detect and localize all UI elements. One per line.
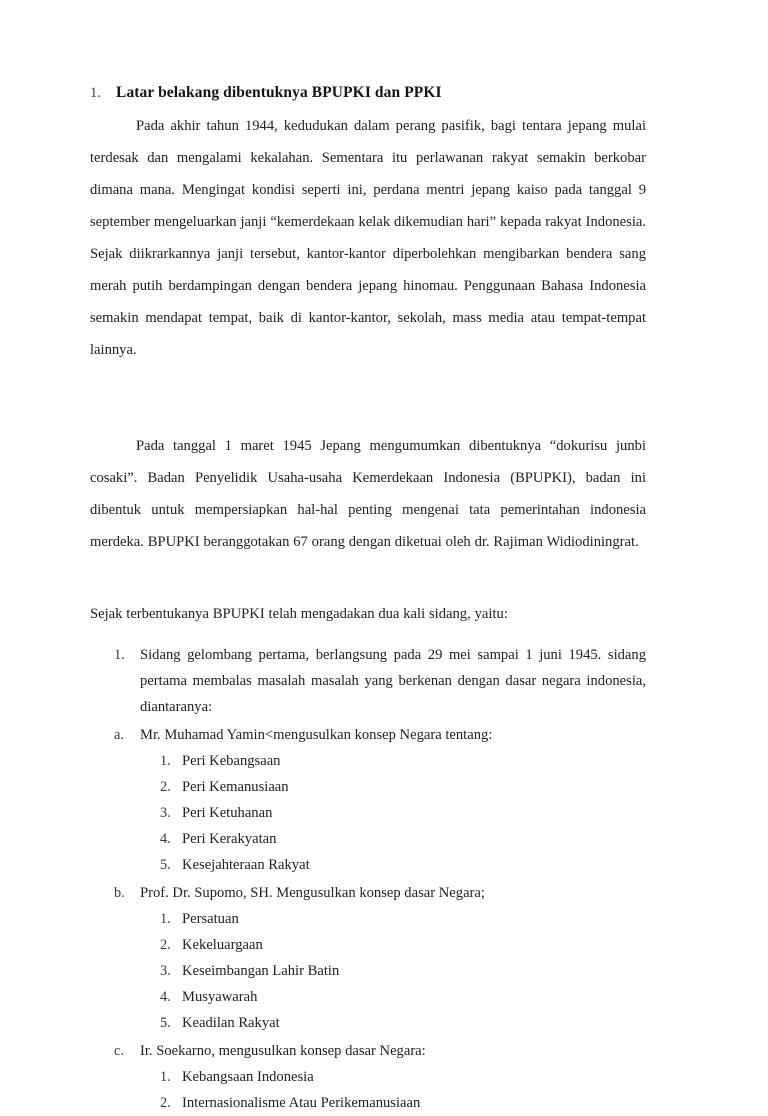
list-item (160, 984, 646, 1010)
speaker-points-a (90, 748, 646, 878)
point-marker: 2. (160, 937, 171, 953)
point-marker: 3. (160, 805, 171, 821)
speaker-block-b (90, 880, 646, 1036)
speaker-marker: b. (114, 885, 125, 901)
section-heading (90, 84, 646, 102)
list-item (160, 826, 646, 852)
point-marker: 3. (160, 963, 171, 979)
list-item (114, 642, 646, 720)
point-marker: 4. (160, 831, 171, 847)
point-text: Keadilan Rakyat (182, 1015, 280, 1031)
list-spacer (90, 630, 646, 642)
paragraph-1: Pada akhir tahun 1944, kedudukan dalam perang pasifik, bagi tentara jepang mulai terdesak dan mengalami kekalahan. Sementara itu perlawanan rakyat semakin berkobar dimana mana. Mengingat kondisi seperti ini, perdana mentri jepang kaiso pada tanggal 9 september mengeluarkan janji “kemerdekaan kelak dikemudian hari” kepada rakyat Indonesia. Sejak diikrarkannya janji tersebut, kantor-kantor diperbolehkan mengibarkan bendera sang merah putih berdampingan dengan bendera jepang hinomau. Penggunaan Bahasa Indonesia semakin mendapat tempat, baik di kantor-kantor, sekolah, mass media atau tempat-tempat lainnya. (90, 118, 646, 358)
list-item (160, 1064, 646, 1090)
point-text: Internasionalisme Atau Perikemanusiaan (182, 1095, 421, 1111)
point-text: Peri Ketuhanan (182, 805, 273, 821)
speaker-block-a (90, 722, 646, 878)
point-marker: 1. (160, 753, 171, 769)
paragraph-2: Pada tanggal 1 maret 1945 Jepang mengumumkan dibentuknya “dokurisu junbi cosaki”. Badan Penyelidik Usaha-usaha Kemerdekaan Indonesia (BPUPKI), badan ini dibentuk untuk mempersiapkan hal-hal penting mengenai tata pemerintahan indonesia merdeka. BPUPKI beranggotakan 67 orang dengan diketuai oleh dr. Rajiman Widiodiningrat. (90, 438, 646, 550)
point-marker: 2. (160, 1095, 171, 1111)
speaker-block-c (90, 1038, 646, 1116)
point-marker: 2. (160, 779, 171, 795)
point-text: Peri Kebangsaan (182, 753, 281, 769)
speaker-text: Prof. Dr. Supomo, SH. Mengusulkan konsep dasar Negara; (140, 885, 485, 901)
point-marker: 1. (160, 1069, 171, 1085)
list-item (160, 774, 646, 800)
point-text: Kekeluargaan (182, 937, 263, 953)
point-text: Peri Kemanusiaan (182, 779, 289, 795)
speaker-text: Ir. Soekarno, mengusulkan konsep dasar Negara: (140, 1043, 426, 1059)
point-marker: 1. (160, 911, 171, 927)
session-marker: 1. (114, 647, 125, 663)
point-text: Keseimbangan Lahir Batin (182, 963, 340, 979)
section-heading-marker: 1. (90, 85, 101, 101)
speaker-points-b (90, 906, 646, 1036)
list-item (114, 722, 646, 748)
list-item (114, 1038, 646, 1064)
speaker-marker: c. (114, 1043, 124, 1059)
list-item (160, 748, 646, 774)
speaker-marker: a. (114, 727, 124, 743)
point-marker: 5. (160, 857, 171, 873)
session-text: Sidang gelombang pertama, berlangsung pada 29 mei sampai 1 juni 1945. sidang pertama membalas masalah masalah yang berkenan dengan dasar negara indonesia, diantaranya: (140, 647, 646, 715)
point-marker: 5. (160, 1015, 171, 1031)
point-text: Peri Kerakyatan (182, 831, 277, 847)
page-title: Latar belakang dibentuknya BPUPKI dan PPKI (116, 84, 442, 101)
paragraph-spacer-1 (90, 366, 646, 430)
point-marker: 4. (160, 989, 171, 1005)
paragraph-spacer-2 (90, 558, 646, 598)
list-item (114, 880, 646, 906)
list-item (160, 906, 646, 932)
list-item (160, 1090, 646, 1116)
list-item (160, 852, 646, 878)
document-body (90, 84, 646, 1116)
list-item (160, 1010, 646, 1036)
list-item (160, 800, 646, 826)
point-text: Musyawarah (182, 989, 258, 1005)
list-item (160, 958, 646, 984)
list-item (160, 932, 646, 958)
point-text: Kebangsaan Indonesia (182, 1069, 314, 1085)
sessions-intro-line: Sejak terbentukanya BPUPKI telah mengadakan dua kali sidang, yaitu: (90, 606, 508, 622)
speaker-text: Mr. Muhamad Yamin<mengusulkan konsep Negara tentang: (140, 727, 493, 743)
point-text: Kesejahteraan Rakyat (182, 857, 310, 873)
point-text: Persatuan (182, 911, 239, 927)
speaker-points-c (90, 1064, 646, 1116)
